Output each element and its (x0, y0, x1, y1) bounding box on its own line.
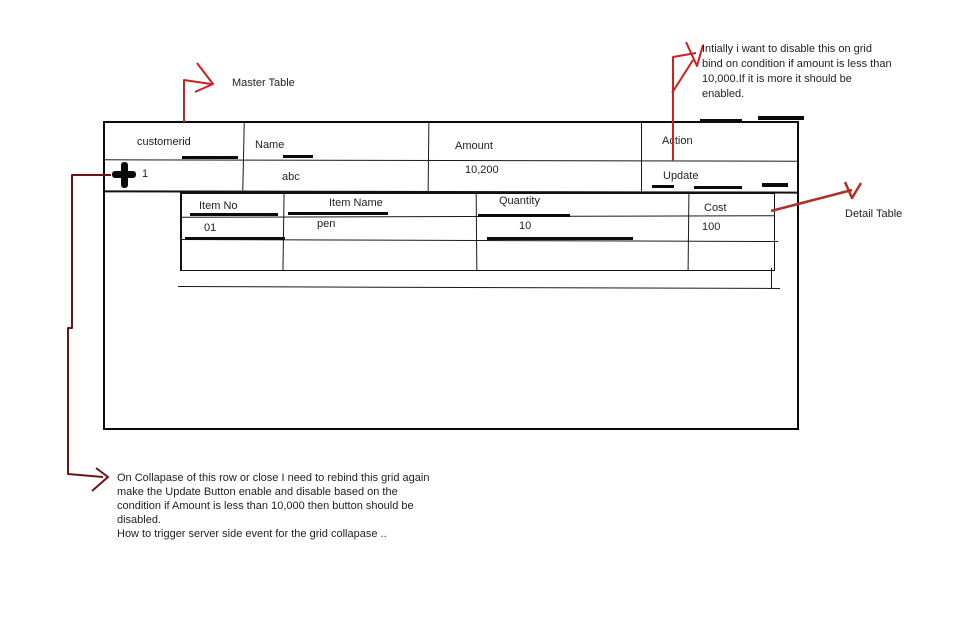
master-table (103, 121, 799, 430)
detail-cell-item-name: pen (317, 218, 336, 230)
sketch-dash (700, 119, 742, 123)
detail-cell-item-no: 01 (204, 222, 217, 234)
sketch-dash (190, 213, 278, 216)
sketch-dash (694, 186, 742, 189)
detail-right-edge-extension (771, 268, 772, 289)
collapse-behavior-note (117, 471, 429, 541)
detail-col-divider-3 (688, 194, 690, 270)
sketch-dash (288, 212, 388, 215)
master-col-divider-1 (242, 123, 244, 192)
master-cell-customerid: 1 (142, 168, 149, 180)
note-line: make the Update Button enable and disable based on the (117, 486, 398, 498)
master-cell-name: abc (282, 171, 300, 183)
detail-col-divider-1 (282, 194, 284, 270)
detail-header-cost: Cost (704, 202, 727, 214)
detail-table-label: Detail Table (845, 208, 903, 220)
note-line: 10,000.If it is more it should be (702, 73, 852, 85)
sketch-dash (185, 237, 285, 240)
sketch-dash (478, 214, 570, 217)
master-col-divider-2 (428, 123, 430, 192)
master-header-name: Name (255, 139, 285, 151)
master-table-arrow (184, 63, 213, 122)
master-header-amount: Amount (455, 140, 493, 152)
note-line: bind on condition if amount is less than (702, 58, 892, 70)
update-button[interactable]: Update (663, 170, 699, 182)
sketch-dash (762, 183, 788, 187)
sketch-dash (487, 237, 633, 240)
detail-col-divider-2 (476, 194, 478, 270)
disable-condition-note (702, 42, 892, 102)
detail-header-quantity: Quantity (499, 195, 540, 207)
master-header-divider (105, 159, 797, 161)
note-line: How to trigger server side event for the grid collapase .. (117, 528, 387, 540)
note-line: Intially i want to disable this on grid (702, 43, 872, 55)
sketch-dash (652, 185, 674, 188)
master-cell-amount: 10,200 (465, 164, 499, 176)
note-line: disabled. (117, 514, 162, 526)
note-line: condition if Amount is less than 10,000 then button should be (117, 500, 414, 512)
detail-header-item-name: Item Name (329, 197, 383, 209)
master-col-divider-3 (641, 123, 642, 192)
sketch-dash (758, 116, 804, 120)
master-header-action: Action (662, 135, 693, 147)
expand-row-plus-icon[interactable] (112, 162, 136, 188)
detail-table (180, 192, 775, 271)
detail-header-item-no: Item No (199, 200, 238, 212)
detail-cell-cost: 100 (702, 221, 721, 233)
master-table-label: Master Table (232, 77, 295, 89)
master-header-customerid: customerid (137, 136, 191, 148)
note-line: enabled. (702, 88, 745, 100)
sketch-dash (283, 155, 313, 158)
detail-cell-quantity: 10 (519, 220, 532, 232)
note-line: On Collapase of this row or close I need to rebind this grid again (117, 472, 430, 484)
plus-icon (112, 171, 136, 178)
sketch-dash (182, 156, 238, 159)
